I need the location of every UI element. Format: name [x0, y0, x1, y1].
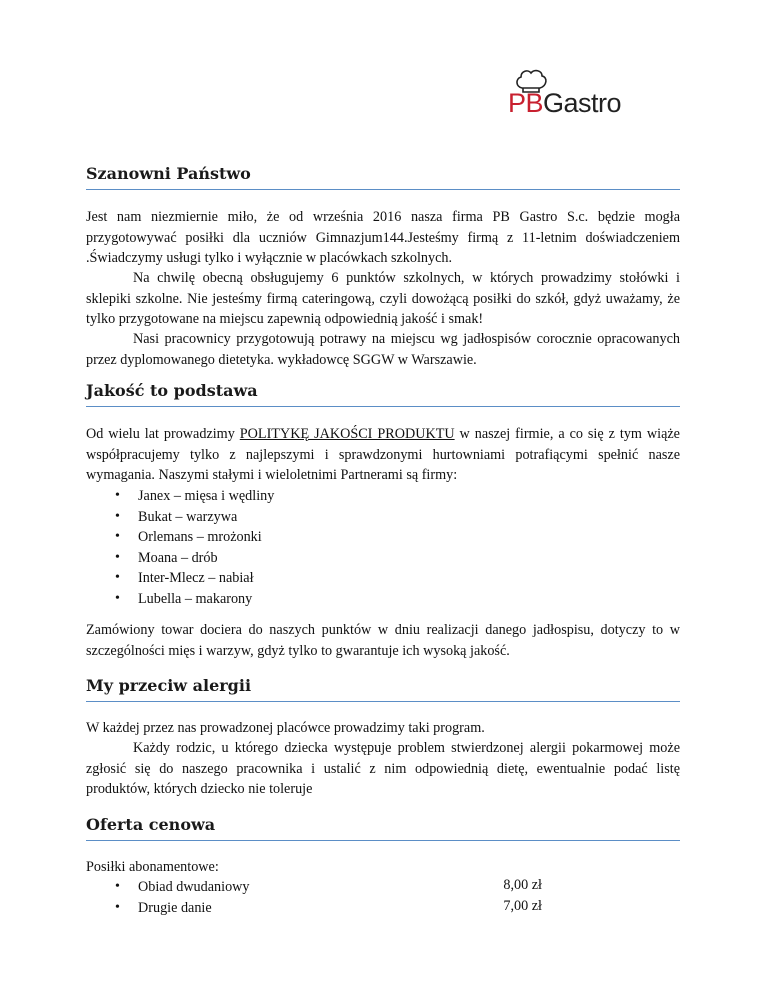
- section-title-greeting: Szanowni Państwo: [86, 164, 251, 183]
- section-divider: [86, 406, 680, 407]
- price-list: [86, 877, 250, 918]
- section-title-quality: Jakość to podstawa: [86, 381, 258, 400]
- paragraph: Każdy rodzic, u którego dziecka występuje problem stwierdzonej alergii pokarmowej może zgłosić się do naszego pracownika i ustalić z nim odpowiednią dietę, ewentualnie podać listę produktów, których dziecko nie toleruje: [86, 740, 680, 797]
- section-divider: [86, 189, 680, 190]
- text-fragment: Od wielu lat prowadzimy: [86, 426, 240, 442]
- list-item: • Lubella – makarony: [86, 589, 274, 610]
- list-item: • Orlemans – mrożonki: [86, 527, 274, 548]
- quality-policy-link[interactable]: POLITYKĘ JAKOŚCI PRODUKTU: [239, 426, 455, 442]
- list-item: • Bukat – warzywa: [86, 507, 274, 528]
- paragraph: Jest nam niezmiernie miło, że od września 2016 nasza firma PB Gastro S.c. będzie mogła przygotowywać posiłki dla uczniów Gimnazjum144.Jesteśmy firmą z 11-letnim doświadczeniem .Świadczymy usługi tylko i wyłącznie w placówkach szkolnych.: [86, 209, 680, 266]
- section-divider: [86, 840, 680, 841]
- price-value: 7,00 zł: [503, 898, 542, 914]
- paragraph: [86, 424, 680, 486]
- logo-gastro: Gastro: [543, 88, 622, 118]
- paragraph: Nasi pracownicy przygotowują potrawy na miejscu wg jadłospisów corocznie opracowanych przez dyplomowanego dietetyka. wykładowcę SGGW w Warszawie.: [86, 331, 680, 368]
- list-item: • Inter-Mlecz – nabiał: [86, 568, 274, 589]
- text-fragment: w naszej firmie, a co się z tym wiąże współpracujemy tylko z najlepszymi i sprawdzonymi hurtowniami potrafiącymi spełnić nasze wymagania. Naszymi stałymi i wieloletnimi Partnerami są firmy:: [86, 426, 680, 483]
- price-item-name: • Drugie danie: [86, 898, 250, 919]
- logo-pb: PB: [508, 88, 544, 118]
- paragraph: W każdej przez nas prowadzonej placówce prowadzimy taki program.: [86, 720, 485, 736]
- section-title-pricing: Oferta cenowa: [86, 815, 216, 834]
- pbgastro-logo: [508, 68, 648, 118]
- price-value: 8,00 zł: [503, 877, 542, 893]
- paragraph: Zamówiony towar dociera do naszych punktów w dniu realizacji danego jadłospisu, dotyczy to w szczególności mięs i warzyw, gdyż tylko to gwarantuje ich wysoką jakość.: [86, 622, 680, 659]
- partners-list: [86, 486, 274, 610]
- logo-text: [508, 88, 621, 119]
- list-item: • Janex – mięsa i wędliny: [86, 486, 274, 507]
- section-title-allergy: My przeciw alergii: [86, 676, 252, 695]
- section-divider: [86, 701, 680, 702]
- price-item-name: • Obiad dwudaniowy: [86, 877, 250, 898]
- paragraph: Posiłki abonamentowe:: [86, 859, 219, 875]
- list-item: • Moana – drób: [86, 548, 274, 569]
- paragraph: Na chwilę obecną obsługujemy 6 punktów szkolnych, w których prowadzimy stołówki i sklepiki szkolne. Nie jesteśmy firmą cateringową, czyli dowożącą posiłki do szkół, gdyż uważamy, że tylko przygotowane na miejscu zapewnią odpowiednią jakość i smak!: [86, 270, 680, 327]
